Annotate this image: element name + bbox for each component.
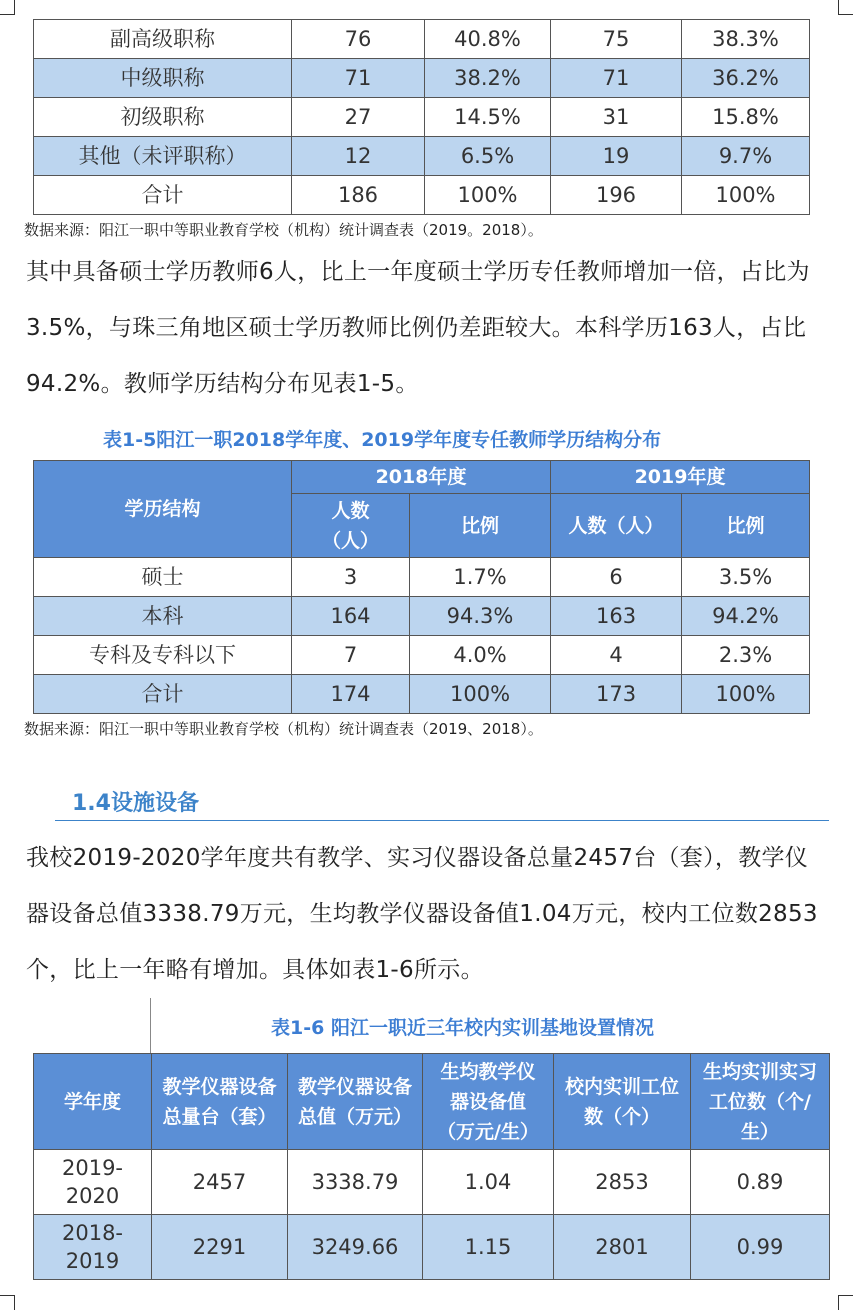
- header-count-2019: 人数（人）: [551, 494, 682, 558]
- table-source-note: 数据来源：阳江一职中等职业教育学校（机构）统计调查表（2019。2018）。: [24, 221, 543, 239]
- education-structure-table: [33, 460, 810, 714]
- table-row: [34, 1150, 830, 1215]
- table-row: [34, 558, 810, 597]
- table-row: [34, 137, 810, 176]
- row-label: 本科: [34, 597, 292, 636]
- row-label: 硕士: [34, 558, 292, 597]
- table-row: [34, 636, 810, 675]
- value-cell: 2457: [152, 1150, 288, 1215]
- ratio-cell: 36.2%: [682, 59, 810, 98]
- section-title: 1.4设施设备: [72, 791, 199, 816]
- count-cell: 4: [551, 636, 682, 675]
- ratio-cell: 3.5%: [682, 558, 810, 597]
- row-label: 副高级职称: [34, 20, 292, 59]
- crop-mark-bottom-right: [838, 1295, 853, 1310]
- table-caption: 表1-5阳江一职2018学年度、2019学年度专任教师学历结构分布: [103, 429, 662, 451]
- ratio-cell: 9.7%: [682, 137, 810, 176]
- column-header: 学年度: [34, 1054, 152, 1150]
- value-cell: 0.89: [691, 1150, 830, 1215]
- table-row: [34, 98, 810, 137]
- count-cell: 6: [551, 558, 682, 597]
- title-structure-table: [33, 19, 810, 215]
- count-cell: 75: [551, 20, 682, 59]
- count-cell: 71: [292, 59, 425, 98]
- row-label: 专科及专科以下: [34, 636, 292, 675]
- column-header: 教学仪器设备总量台（套）: [152, 1054, 288, 1150]
- value-cell: 1.04: [423, 1150, 554, 1215]
- count-cell: 19: [551, 137, 682, 176]
- count-cell: 186: [292, 176, 425, 215]
- header-year-2018: 2018年度: [292, 461, 551, 494]
- ratio-cell: 40.8%: [425, 20, 551, 59]
- ratio-cell: 38.3%: [682, 20, 810, 59]
- column-header: 教学仪器设备总值（万元）: [288, 1054, 423, 1150]
- count-cell: 7: [292, 636, 410, 675]
- column-header: 校内实训工位数（个）: [554, 1054, 691, 1150]
- ratio-cell: 4.0%: [410, 636, 551, 675]
- count-cell: 196: [551, 176, 682, 215]
- table-row: [34, 675, 810, 714]
- table-row: [34, 20, 810, 59]
- ratio-cell: 14.5%: [425, 98, 551, 137]
- table-source-note: 数据来源：阳江一职中等职业教育学校（机构）统计调查表（2019、2018）。: [24, 720, 543, 738]
- paragraph-education: 其中具备硕士学历教师6人，比上一年度硕士学历专任教师增加一倍，占比为3.5%，与珠三角地区硕士学历教师比例仍差距较大。本科学历163人，占比94.2%。教师学历结构分布见表1-5。: [26, 259, 810, 397]
- table-row: [34, 59, 810, 98]
- count-cell: 173: [551, 675, 682, 714]
- count-cell: 12: [292, 137, 425, 176]
- value-cell: 2853: [554, 1150, 691, 1215]
- row-label: 中级职称: [34, 59, 292, 98]
- count-cell: 174: [292, 675, 410, 714]
- row-label: 合计: [34, 176, 292, 215]
- header-ratio-2018: 比例: [410, 494, 551, 558]
- header-structure: 学历结构: [34, 461, 292, 558]
- table-row: [34, 597, 810, 636]
- count-cell: 163: [551, 597, 682, 636]
- count-cell: 71: [551, 59, 682, 98]
- value-cell: 2291: [152, 1215, 288, 1280]
- value-cell: 3338.79: [288, 1150, 423, 1215]
- caption-divider: [150, 998, 151, 1053]
- count-cell: 164: [292, 597, 410, 636]
- ratio-cell: 100%: [682, 675, 810, 714]
- header-ratio-2019: 比例: [682, 494, 810, 558]
- training-base-table: [33, 1053, 830, 1280]
- header-count-2018: 人数（人）: [292, 494, 410, 558]
- ratio-cell: 100%: [682, 176, 810, 215]
- count-cell: 31: [551, 98, 682, 137]
- count-cell: 3: [292, 558, 410, 597]
- crop-mark-bottom-left: [0, 1295, 15, 1310]
- ratio-cell: 15.8%: [682, 98, 810, 137]
- column-header: 生均实训实习工位数（个/生）: [691, 1054, 830, 1150]
- table-row: [34, 1215, 830, 1280]
- year-cell: 2018-2019: [34, 1215, 152, 1280]
- row-label: 其他（未评职称）: [34, 137, 292, 176]
- table-row: [34, 176, 810, 215]
- ratio-cell: 38.2%: [425, 59, 551, 98]
- value-cell: 1.15: [423, 1215, 554, 1280]
- table-caption: 表1-6 阳江一职近三年校内实训基地设置情况: [271, 1017, 654, 1039]
- ratio-cell: 1.7%: [410, 558, 551, 597]
- ratio-cell: 6.5%: [425, 137, 551, 176]
- ratio-cell: 2.3%: [682, 636, 810, 675]
- value-cell: 3249.66: [288, 1215, 423, 1280]
- ratio-cell: 100%: [410, 675, 551, 714]
- ratio-cell: 94.3%: [410, 597, 551, 636]
- count-cell: 76: [292, 20, 425, 59]
- value-cell: 2801: [554, 1215, 691, 1280]
- row-label: 初级职称: [34, 98, 292, 137]
- header-year-2019: 2019年度: [551, 461, 810, 494]
- value-cell: 0.99: [691, 1215, 830, 1280]
- column-header: 生均教学仪器设备值（万元/生）: [423, 1054, 554, 1150]
- year-cell: 2019-2020: [34, 1150, 152, 1215]
- section-divider: [55, 820, 829, 821]
- count-cell: 27: [292, 98, 425, 137]
- crop-mark-top-right: [838, 0, 853, 15]
- row-label: 合计: [34, 675, 292, 714]
- ratio-cell: 94.2%: [682, 597, 810, 636]
- crop-mark-top-left: [0, 0, 15, 15]
- paragraph-facilities: 我校2019-2020学年度共有教学、实习仪器设备总量2457台（套），教学仪器设备总值3338.79万元，生均教学仪器设备值1.04万元，校内工位数2853个，比上一年略有增加。具体如表1-6所示。: [26, 845, 818, 983]
- ratio-cell: 100%: [425, 176, 551, 215]
